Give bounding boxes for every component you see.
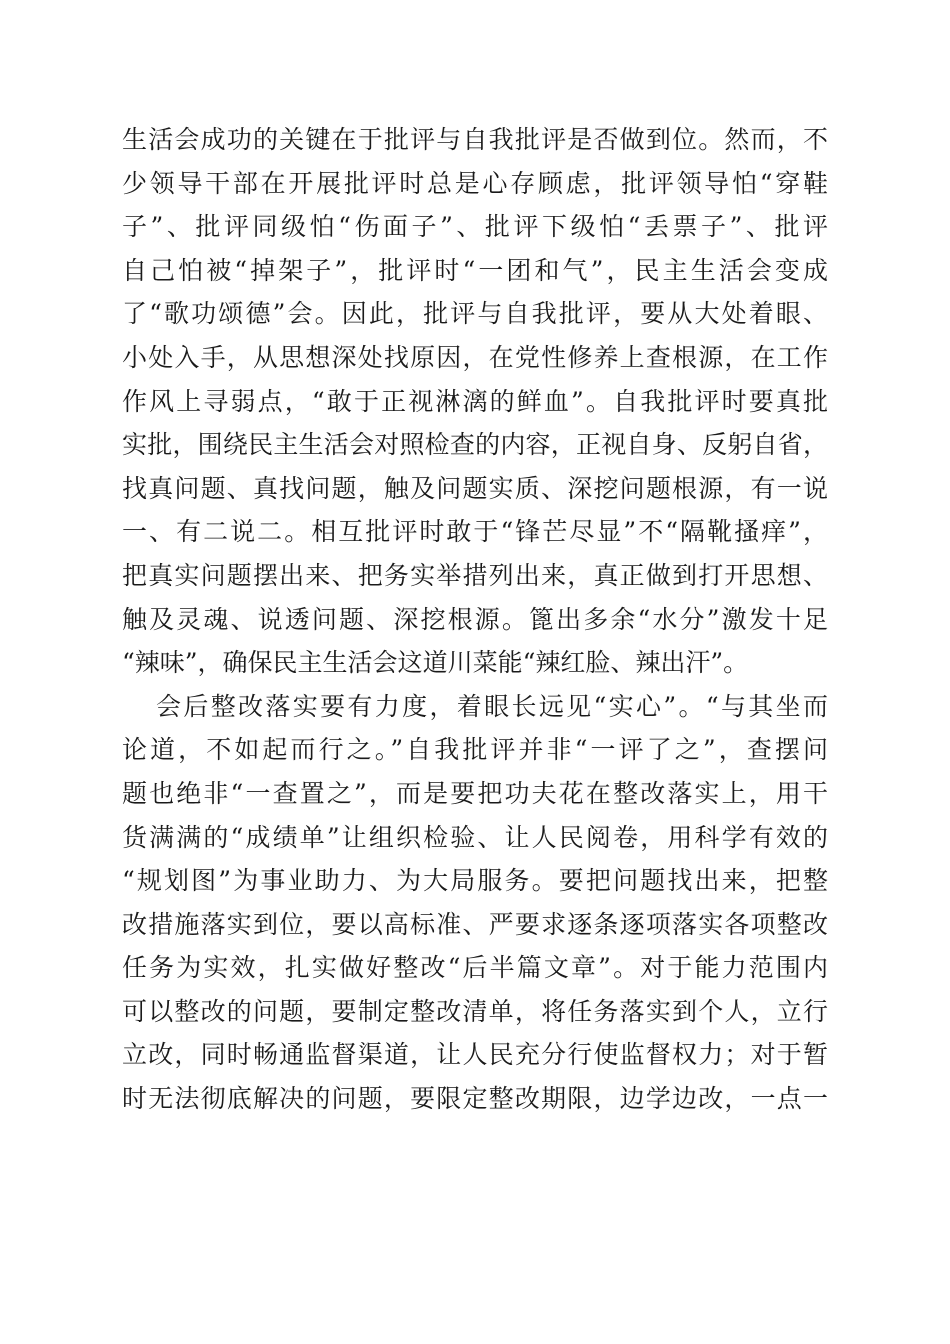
text-line: “规划图”为事业助力、为大局服务。要把问题找出来，把整	[122, 866, 828, 896]
text-line: 小处入手，从思想深处找原因，在党性修养上查根源，在工作	[122, 342, 828, 372]
text-line: 子”、批评同级怕“伤面子”、批评下级怕“丢票子”、批评	[122, 212, 828, 242]
text-line: 把真实问题摆出来、把务实举措列出来，真正做到打开思想、	[122, 560, 828, 590]
text-line: 触及灵魂、说透问题、深挖根源。篦出多余“水分”激发十足	[122, 604, 828, 634]
text-line: 生活会成功的关键在于批评与自我批评是否做到位。然而，不	[122, 125, 828, 154]
text-line: 货满满的“成绩单”让组织检验、让人民阅卷，用科学有效的	[122, 822, 828, 852]
body-text	[122, 118, 828, 1121]
text-line: 找真问题、真找问题，触及问题实质、深挖问题根源，有一说	[122, 473, 828, 503]
text-line: 会后整改落实要有力度，着眼长远见“实心”。“与其坐而	[156, 691, 828, 721]
text-line: 实批，围绕民主生活会对照检查的内容，正视自身、反躬自省，	[122, 430, 828, 460]
text-line: 自己怕被“掉架子”，批评时“一团和气”，民主生活会变成	[122, 255, 828, 285]
text-line: 论道，不如起而行之。”自我批评并非“一评了之”，查摆问	[122, 735, 828, 765]
text-line: 题也绝非“一查置之”，而是要把功夫花在整改落实上，用干	[122, 778, 828, 808]
paragraph	[122, 118, 828, 685]
paragraph	[122, 685, 828, 1121]
text-line: 少领导干部在开展批评时总是心存顾虑，批评领导怕“穿鞋	[122, 168, 828, 198]
text-line: 一、有二说二。相互批评时敢于“锋芒尽显”不“隔靴搔痒”，	[122, 517, 828, 547]
text-line: “辣味”，确保民主生活会这道川菜能“辣红脸、辣出汗”。	[122, 648, 749, 678]
text-line: 可以整改的问题，要制定整改清单，将任务落实到个人，立行	[122, 996, 828, 1026]
text-line: 任务为实效，扎实做好整改“后半篇文章”。对于能力范围内	[122, 953, 828, 983]
text-line: 作风上寻弱点，“敢于正视淋漓的鲜血”。自我批评时要真批	[122, 386, 828, 416]
text-line: 时无法彻底解决的问题，要限定整改期限，边学边改，一点一	[122, 1084, 828, 1114]
text-line: 了“歌功颂德”会。因此，批评与自我批评，要从大处着眼、	[122, 299, 828, 329]
text-line: 立改，同时畅通监督渠道，让人民充分行使监督权力；对于暂	[122, 1040, 828, 1070]
text-line: 改措施落实到位，要以高标准、严要求逐条逐项落实各项整改	[122, 909, 828, 939]
